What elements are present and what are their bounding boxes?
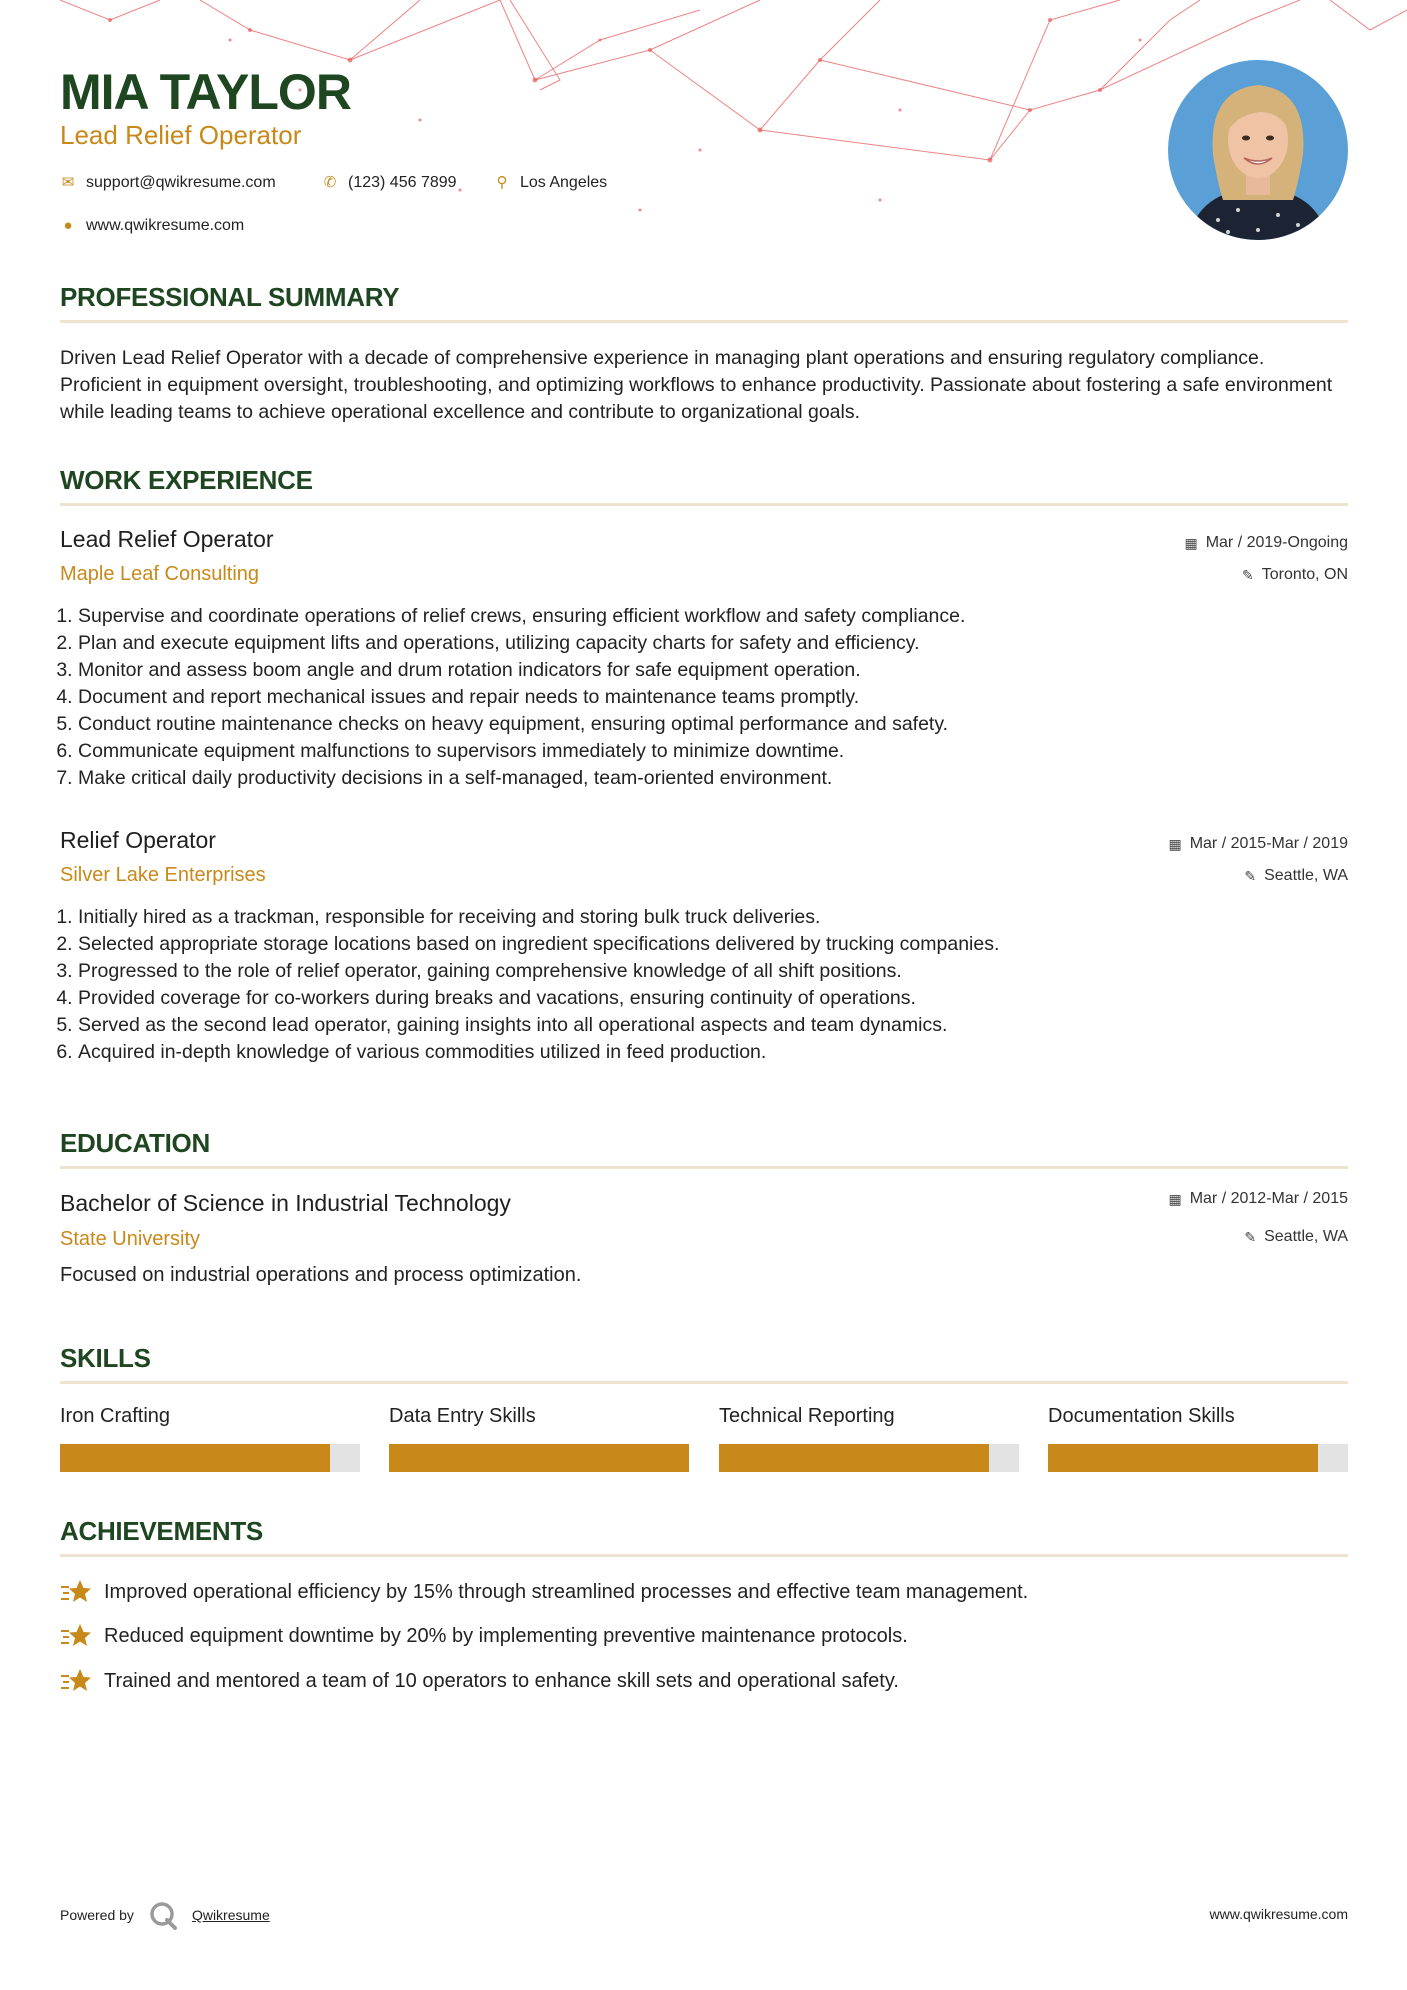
section-divider: [60, 503, 1348, 506]
skill-bar: [60, 1444, 360, 1472]
contact-phone[interactable]: [322, 172, 457, 194]
list-item: 3. Monitor and assess boom angle and drum rotation indicators for safe equipment operation.: [78, 657, 1358, 684]
section-divider: [60, 320, 1348, 323]
education-heading: EDUCATION: [60, 1128, 210, 1158]
achievement-text: Improved operational efficiency by 15% through streamlined processes and effective team management.: [104, 1581, 1029, 1603]
candidate-role: Lead Relief Operator: [60, 120, 302, 150]
job-title: Lead Relief Operator: [60, 526, 274, 552]
powered-by-label: Powered by: [60, 1907, 134, 1923]
education-description: Focused on industrial operations and process optimization.: [60, 1264, 582, 1286]
pushpin-icon: ✎: [1242, 567, 1254, 583]
achievement-item: [60, 1667, 899, 1695]
candidate-name: MIA TAYLOR: [60, 64, 351, 120]
profile-photo: [1168, 60, 1348, 240]
skill-bar-fill: [60, 1444, 330, 1472]
skill-bar-fill: [719, 1444, 989, 1472]
phone-text: (123) 456 7899: [348, 174, 457, 191]
globe-icon: ●: [63, 217, 73, 234]
degree-title: Bachelor of Science in Industrial Technology: [60, 1190, 511, 1216]
pushpin-icon: ✎: [1244, 1229, 1257, 1245]
skill-bar: [389, 1444, 689, 1472]
list-item: 5. Served as the second lead operator, gaining insights into all operational aspects and team dynamics.: [78, 1012, 1358, 1039]
phone-icon: ✆: [323, 174, 337, 191]
envelope-icon: ✉: [61, 174, 75, 191]
skill-bar: [1048, 1444, 1348, 1472]
pushpin-icon: ✎: [1244, 868, 1257, 884]
contact-website[interactable]: [60, 215, 244, 237]
calendar-icon: ▦: [1168, 1191, 1182, 1207]
calendar-icon: ▦: [1168, 836, 1182, 852]
list-item: 4. Document and report mechanical issues and repair needs to maintenance teams promptly.: [78, 684, 1358, 711]
skill-bar: [719, 1444, 1019, 1472]
skill-name: Data Entry Skills: [389, 1405, 536, 1427]
qwikresume-logo-icon: [148, 1900, 178, 1930]
brand-link[interactable]: Qwikresume: [191, 1907, 270, 1923]
footer-powered-by: [60, 1900, 270, 1930]
skill-item: [719, 1402, 1019, 1472]
map-pin-icon: ⚲: [496, 174, 508, 191]
job-dates-text: Mar / 2019-Ongoing: [1205, 534, 1348, 551]
job-location-text: Toronto, ON: [1261, 566, 1348, 583]
achievement-text: Trained and mentored a team of 10 operators to enhance skill sets and operational safety.: [104, 1670, 899, 1692]
education-dates: [1168, 1188, 1348, 1210]
list-item: 2. Selected appropriate storage locations based on ingredient specifications delivered by trucking companies.: [78, 931, 1358, 958]
list-item: 6. Communicate equipment malfunctions to supervisors immediately to minimize downtime.: [78, 738, 1358, 765]
job-company: Maple Leaf Consulting: [60, 563, 260, 585]
list-item: 7. Make critical daily productivity decisions in a self-managed, team-oriented environment.: [78, 765, 1358, 792]
skill-item: [389, 1402, 689, 1472]
list-item: 5. Conduct routine maintenance checks on heavy equipment, ensuring optimal performance and safety.: [78, 711, 1358, 738]
skill-item: [1048, 1402, 1348, 1472]
star-badge-icon: [60, 1667, 92, 1695]
job-dates: [1184, 532, 1348, 554]
list-item: 2. Plan and execute equipment lifts and operations, utilizing capacity charts for safety and efficiency.: [78, 630, 1358, 657]
education-location-text: Seattle, WA: [1264, 1228, 1348, 1245]
job-location-text: Seattle, WA: [1264, 867, 1348, 884]
skill-name: Documentation Skills: [1048, 1405, 1235, 1427]
location-text: Los Angeles: [520, 174, 608, 191]
star-badge-icon: [60, 1622, 92, 1650]
section-divider: [60, 1554, 1348, 1557]
education-location: [1244, 1226, 1348, 1248]
list-item: 3. Progressed to the role of relief operator, gaining comprehensive knowledge of all shift positions.: [78, 958, 1358, 985]
contact-email[interactable]: [60, 172, 276, 194]
education-dates-text: Mar / 2012-Mar / 2015: [1189, 1190, 1348, 1207]
calendar-icon: ▦: [1184, 535, 1198, 551]
section-divider: [60, 1381, 1348, 1384]
skill-item: [60, 1402, 360, 1472]
job-company: Silver Lake Enterprises: [60, 864, 266, 886]
email-text: support@qwikresume.com: [86, 174, 276, 191]
list-item: 1. Initially hired as a trackman, responsible for receiving and storing bulk truck deliveries.: [78, 904, 1358, 931]
achievement-item: [60, 1578, 1028, 1606]
list-item: 4. Provided coverage for co-workers during breaks and vacations, ensuring continuity of operations.: [78, 985, 1358, 1012]
summary-text: Driven Lead Relief Operator with a decade of comprehensive experience in managing plant operations and ensuring regulatory compliance. Proficient in equipment oversight, troubleshooting, and optimizing workflows to enhance productivity. Passionate about fostering a safe environment while leading teams to achieve operational excellence and contribute to organizational goals.: [60, 347, 1333, 423]
star-badge-icon: [60, 1578, 92, 1606]
job-dates: [1168, 833, 1348, 855]
achievements-heading: ACHIEVEMENTS: [60, 1516, 263, 1546]
job-duties-list: [54, 603, 1358, 792]
summary-heading: PROFESSIONAL SUMMARY: [60, 282, 400, 312]
skill-name: Iron Crafting: [60, 1405, 171, 1427]
skills-heading: SKILLS: [60, 1343, 151, 1373]
achievement-item: [60, 1622, 908, 1650]
experience-heading: WORK EXPERIENCE: [60, 465, 313, 495]
job-duties-list: [54, 904, 1358, 1066]
job-location: [1242, 564, 1348, 586]
list-item: 6. Acquired in-depth knowledge of various commodities utilized in feed production.: [78, 1039, 1358, 1066]
footer-website[interactable]: www.qwikresume.com: [1209, 1906, 1348, 1922]
school-name: State University: [60, 1228, 201, 1250]
contact-location: [494, 172, 607, 194]
list-item: 1. Supervise and coordinate operations of relief crews, ensuring efficient workflow and safety compliance.: [78, 603, 1358, 630]
skill-bar-fill: [389, 1444, 689, 1472]
skill-bar-fill: [1048, 1444, 1318, 1472]
achievement-text: Reduced equipment downtime by 20% by implementing preventive maintenance protocols.: [104, 1625, 908, 1647]
website-text: www.qwikresume.com: [86, 217, 245, 234]
skill-name: Technical Reporting: [719, 1405, 895, 1427]
job-location: [1244, 865, 1348, 887]
job-title: Relief Operator: [60, 827, 216, 853]
job-dates-text: Mar / 2015-Mar / 2019: [1189, 835, 1348, 852]
section-divider: [60, 1166, 1348, 1169]
